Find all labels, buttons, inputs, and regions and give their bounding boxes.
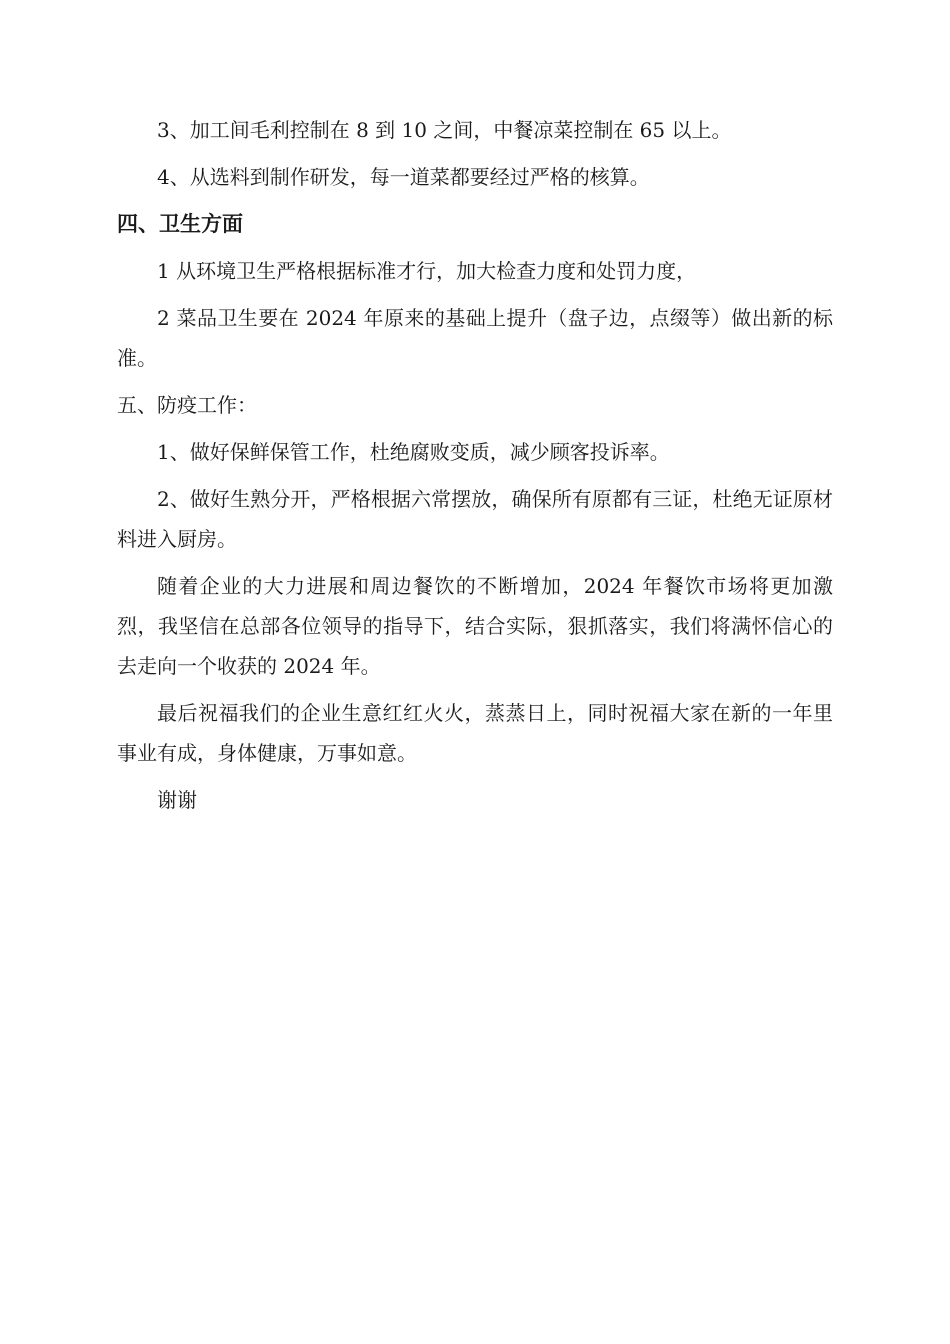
epidemic-item-preservation: 1、做好保鲜保管工作，杜绝腐败变质，减少顾客投诉率。 [157, 440, 670, 464]
section-hygiene-title: 四、卫生方面 [117, 211, 243, 236]
hygiene-item-dish: 2 菜品卫生要在 2024 年原来的基础上提升（盘子边，点缀等）做出新的标准。 [117, 306, 833, 370]
item-gross-margin: 3、加工间毛利控制在 8 到 10 之间，中餐凉菜控制在 65 以上。 [157, 118, 732, 142]
section-epidemic-title: 五、防疫工作： [117, 393, 257, 417]
epidemic-item-separation: 2、做好生熟分开，严格根据六常摆放，确保所有原都有三证，杜绝无证原材料进入厨房。 [117, 487, 833, 551]
document-page [117, 110, 833, 827]
closing-thanks: 谢谢 [157, 788, 197, 812]
closing-paragraph-outlook: 随着企业的大力进展和周边餐饮的不断增加，2024 年餐饮市场将更加激烈，我坚信在总部各位领导的指导下，结合实际，狠抓落实，我们将满怀信心的去走向一个收获的 2024 年。 [117, 574, 833, 678]
closing-paragraph-wishes: 最后祝福我们的企业生意红红火火，蒸蒸日上，同时祝福大家在新的一年里事业有成，身体健康，万事如意。 [117, 701, 833, 765]
item-cost-accounting: 4、从选料到制作研发，每一道菜都要经过严格的核算。 [157, 165, 650, 189]
hygiene-item-environment: 1 从环境卫生严格根据标准才行，加大检查力度和处罚力度， [157, 259, 697, 283]
